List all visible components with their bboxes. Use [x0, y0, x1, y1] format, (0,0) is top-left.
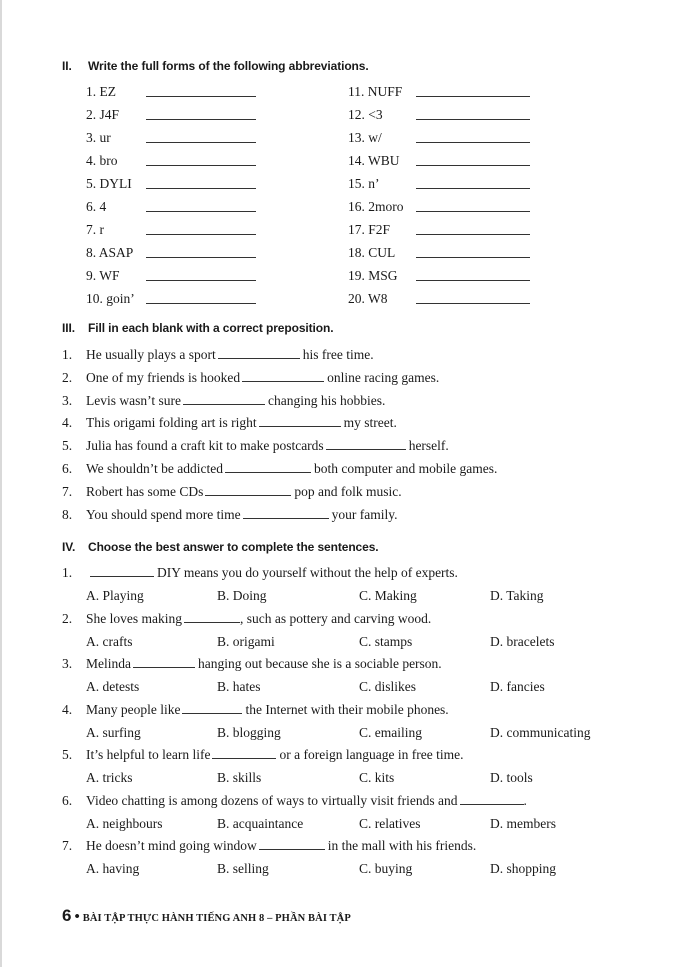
abbreviation-item-right: 15. n’ — [348, 176, 380, 191]
item-number: 8. — [62, 506, 73, 522]
question-line — [62, 837, 476, 855]
answer-option[interactable]: B. acquaintance — [217, 815, 304, 831]
question-number: 7. — [62, 838, 73, 853]
section-2-number: II. — [62, 59, 72, 73]
question-number: 4. — [62, 701, 73, 717]
question-number: 3. — [62, 656, 73, 671]
answer-blank[interactable] — [243, 506, 329, 519]
question-number: 5. — [62, 747, 73, 762]
sentence-end: pop and folk music. — [294, 483, 402, 499]
answer-option[interactable]: D. members — [490, 815, 556, 831]
section-2-title: Write the full forms of the following abbreviations. — [88, 59, 369, 73]
abbreviation-item-left: 9. WF — [86, 268, 120, 283]
sentence-end: his free time. — [302, 347, 374, 362]
question-stem-start: It’s helpful to learn life — [86, 747, 211, 762]
sentence-start: This origami folding art is right — [86, 415, 257, 431]
answer-blank[interactable] — [146, 119, 256, 120]
item-number: 7. — [62, 483, 73, 499]
abbreviation-item-left: 3. ur — [86, 130, 111, 145]
abbreviation-item-left: 2. J4F — [86, 107, 120, 122]
exercise-line — [62, 346, 374, 364]
answer-option[interactable]: D. shopping — [490, 861, 557, 876]
sentence-start: Robert has some CDs — [86, 483, 204, 499]
question-line — [62, 610, 431, 628]
answer-option[interactable]: A. detests — [86, 679, 140, 694]
section-3-title: Fill in each blank with a correct preposition. — [88, 321, 334, 335]
answer-option[interactable]: A. surfing — [86, 724, 141, 740]
sentence-end: my street. — [343, 415, 397, 431]
section-3-number: III. — [62, 321, 75, 335]
section-2-heading — [62, 59, 369, 73]
abbreviation-item-right: 20. W8 — [348, 291, 388, 306]
sentence-start: Julia has found a craft kit to make postcards — [86, 438, 324, 454]
answer-blank[interactable] — [416, 211, 530, 212]
exercise-line — [62, 506, 398, 524]
question-stem-start: He doesn’t mind going window — [86, 838, 257, 853]
answer-option[interactable]: D. bracelets — [490, 633, 555, 649]
item-number: 5. — [62, 438, 73, 454]
answer-option[interactable]: C. Making — [359, 588, 417, 603]
answer-blank[interactable] — [183, 392, 265, 405]
answer-option[interactable]: D. Taking — [490, 588, 544, 603]
section-4-title: Choose the best answer to complete the sentences. — [88, 540, 379, 554]
answer-blank[interactable] — [259, 414, 341, 427]
question-line — [62, 746, 464, 764]
abbreviation-item-right: 11. NUFF — [348, 84, 403, 99]
section-4-heading — [62, 540, 379, 554]
page-number: 6 — [62, 906, 72, 925]
answer-option[interactable]: A. neighbours — [86, 815, 163, 831]
question-stem-end: , such as pottery and carving wood. — [240, 610, 432, 626]
section-4-number: IV. — [62, 540, 76, 554]
answer-option[interactable]: D. fancies — [490, 679, 545, 694]
answer-blank[interactable] — [242, 369, 324, 382]
sentence-end: online racing games. — [327, 369, 440, 385]
answer-blank[interactable] — [460, 792, 524, 805]
answer-blank[interactable] — [212, 746, 276, 759]
answer-option[interactable]: B. hates — [217, 679, 261, 694]
answer-option[interactable]: A. having — [86, 861, 140, 876]
exercise-line — [62, 460, 497, 478]
abbreviation-item-right: 12. <3 — [348, 107, 383, 122]
question-line — [62, 564, 458, 582]
sentence-start: We shouldn’t be addicted — [86, 461, 224, 476]
footer-bullet: • — [74, 909, 80, 925]
section-3-heading — [62, 321, 333, 335]
answer-option[interactable]: C. stamps — [359, 633, 413, 649]
answer-option[interactable]: C. buying — [359, 861, 413, 876]
abbreviation-item-left: 6. 4 — [86, 199, 107, 214]
answer-blank[interactable] — [416, 280, 530, 281]
item-number: 6. — [62, 461, 73, 476]
exercise-line — [62, 392, 385, 410]
answer-blank[interactable] — [416, 303, 530, 304]
abbreviation-item-left: 4. bro — [86, 153, 118, 168]
answer-blank[interactable] — [146, 96, 256, 97]
answer-blank[interactable] — [133, 655, 195, 668]
question-stem-end: the Internet with their mobile phones. — [245, 701, 449, 717]
answer-blank[interactable] — [416, 142, 530, 143]
abbreviation-item-right: 14. WBU — [348, 153, 400, 168]
question-stem-start: She loves making — [86, 610, 182, 626]
question-stem-start: Many people like — [86, 701, 181, 717]
answer-option[interactable]: C. relatives — [359, 815, 421, 831]
question-line — [62, 655, 442, 673]
answer-option[interactable]: D. communicating — [490, 724, 591, 740]
abbreviation-item-left: 1. EZ — [86, 84, 116, 99]
footer-title: BÀI TẬP THỰC HÀNH TIẾNG ANH 8 – PHẦN BÀI TẬP — [82, 913, 351, 924]
sentence-end: your family. — [331, 506, 398, 522]
answer-blank[interactable] — [146, 280, 256, 281]
sentence-end: changing his hobbies. — [267, 392, 386, 408]
question-number: 2. — [62, 610, 73, 626]
answer-blank[interactable] — [146, 257, 256, 258]
abbreviation-item-left: 10. goin’ — [86, 291, 135, 306]
answer-blank[interactable] — [416, 119, 530, 120]
question-number: 6. — [62, 792, 73, 808]
item-number: 4. — [62, 415, 73, 431]
answer-option[interactable]: D. tools — [490, 770, 533, 785]
page-footer — [62, 906, 351, 926]
sentence-start: You should spend more time — [86, 506, 241, 522]
question-stem-end: DIY means you do yourself without the help of experts. — [157, 565, 458, 580]
answer-blank[interactable] — [90, 564, 154, 577]
question-stem-start: Video chatting is among dozens of ways to virtually visit friends and — [86, 792, 458, 808]
abbreviation-item-right: 13. w/ — [348, 130, 382, 145]
answer-blank[interactable] — [416, 234, 530, 235]
abbreviation-item-left: 7. r — [86, 222, 104, 237]
question-stem-start: Melinda — [86, 656, 131, 671]
answer-blank[interactable] — [205, 483, 291, 496]
page-edge — [0, 0, 2, 967]
answer-option[interactable]: C. kits — [359, 770, 395, 785]
question-stem-end: or a foreign language in free time. — [279, 747, 464, 762]
answer-blank[interactable] — [146, 165, 256, 166]
answer-blank[interactable] — [416, 96, 530, 97]
sentence-end: both computer and mobile games. — [314, 461, 498, 476]
exercise-line — [62, 414, 397, 432]
abbreviation-item-right: 19. MSG — [348, 268, 398, 283]
abbreviation-item-right: 17. F2F — [348, 222, 391, 237]
item-number: 3. — [62, 392, 73, 408]
item-number: 1. — [62, 347, 73, 362]
question-line — [62, 792, 527, 810]
answer-blank[interactable] — [218, 346, 300, 359]
item-number: 2. — [62, 369, 73, 385]
answer-blank[interactable] — [225, 460, 311, 473]
answer-option[interactable]: B. origami — [217, 633, 275, 649]
exercise-line — [62, 369, 439, 387]
answer-blank[interactable] — [146, 142, 256, 143]
answer-blank[interactable] — [416, 257, 530, 258]
answer-option[interactable]: C. dislikes — [359, 679, 417, 694]
answer-option[interactable]: C. emailing — [359, 724, 422, 740]
sentence-start: One of my friends is hooked — [86, 369, 241, 385]
abbreviation-item-right: 16. 2moro — [348, 199, 404, 214]
question-stem-end: hanging out because she is a sociable person. — [198, 656, 442, 671]
abbreviation-item-right: 18. CUL — [348, 245, 396, 260]
exercise-line — [62, 437, 449, 455]
sentence-start: He usually plays a sport — [86, 347, 216, 362]
sentence-start: Levis wasn’t sure — [86, 392, 181, 408]
answer-option[interactable]: B. selling — [217, 861, 269, 876]
answer-option[interactable]: A. Playing — [86, 588, 144, 603]
answer-option[interactable]: B. Doing — [217, 588, 267, 603]
answer-blank[interactable] — [146, 303, 256, 304]
answer-blank[interactable] — [182, 701, 242, 714]
abbreviation-item-left: 5. DYLI — [86, 176, 132, 191]
answer-option[interactable]: B. blogging — [217, 724, 281, 740]
sentence-end: herself. — [408, 438, 449, 454]
answer-blank[interactable] — [416, 188, 530, 189]
answer-blank[interactable] — [146, 234, 256, 235]
abbreviation-item-left: 8. ASAP — [86, 245, 134, 260]
answer-blank[interactable] — [416, 165, 530, 166]
answer-blank[interactable] — [184, 610, 240, 623]
answer-option[interactable]: A. tricks — [86, 770, 133, 785]
answer-option[interactable]: A. crafts — [86, 633, 133, 649]
answer-blank[interactable] — [146, 211, 256, 212]
answer-blank[interactable] — [259, 837, 325, 850]
answer-blank[interactable] — [326, 437, 406, 450]
answer-option[interactable]: B. skills — [217, 770, 262, 785]
answer-blank[interactable] — [146, 188, 256, 189]
question-number: 1. — [62, 565, 73, 580]
exercise-line — [62, 483, 402, 501]
question-stem-end: in the mall with his friends. — [327, 838, 477, 853]
question-stem-end: . — [523, 792, 527, 808]
question-line — [62, 701, 449, 719]
